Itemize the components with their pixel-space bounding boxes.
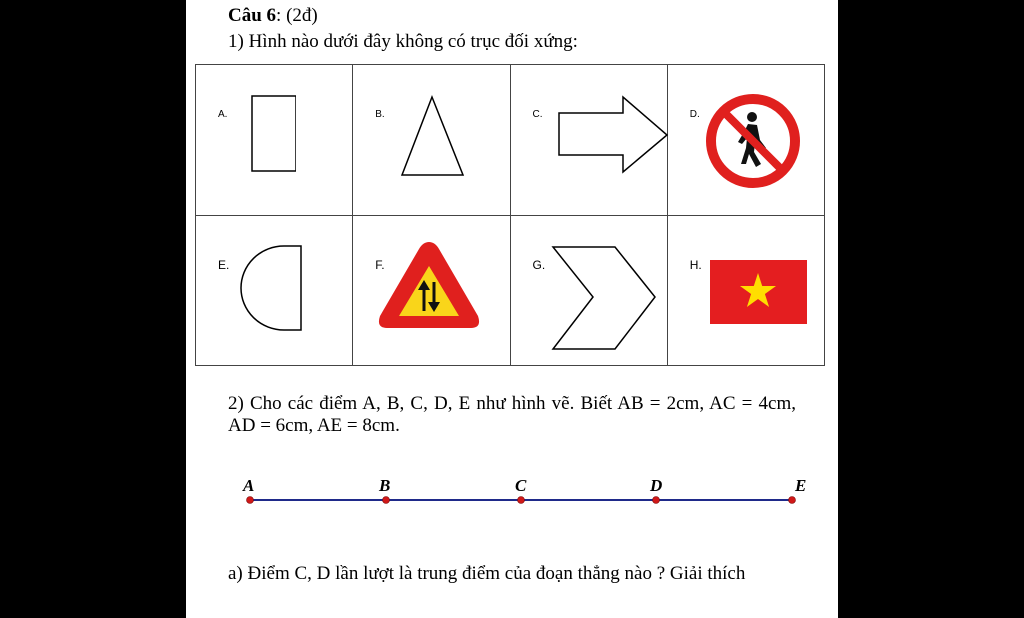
point-c	[518, 497, 525, 504]
point-label-c: C	[515, 476, 527, 495]
vietnam-flag-icon	[710, 260, 808, 326]
triangle-icon	[397, 93, 467, 179]
question-points: : (2đ)	[276, 5, 318, 26]
rectangle-icon	[246, 91, 296, 173]
cell-label-a: A.	[218, 109, 228, 120]
two-way-traffic-sign-icon	[375, 236, 483, 334]
point-label-e: E	[795, 476, 807, 495]
part2-question-a: a) Điểm C, D lần lượt là trung điểm của đoạn thẳng nào ? Giải thích	[228, 563, 746, 584]
point-label-a: A	[243, 476, 255, 495]
point-e	[789, 497, 796, 504]
cell-label-f: F.	[375, 258, 385, 272]
cell-f	[353, 216, 510, 366]
points-line-figure	[238, 470, 818, 515]
cell-label-b: B.	[375, 109, 385, 120]
half-circle-icon	[238, 242, 304, 334]
arrow-right-icon	[555, 93, 671, 175]
cell-e	[196, 216, 353, 366]
cell-label-c: C.	[532, 109, 543, 120]
shapes-grid	[195, 64, 825, 366]
no-pedestrian-sign-icon	[704, 92, 802, 190]
point-d	[653, 497, 660, 504]
cell-label-h: H.	[689, 258, 702, 272]
cell-label-d: D.	[689, 109, 700, 120]
cell-a	[196, 65, 353, 216]
point-b	[383, 497, 390, 504]
cell-g	[510, 216, 667, 366]
cell-label-e: E.	[218, 258, 230, 272]
point-label-b: B	[379, 476, 391, 495]
cell-b	[353, 65, 510, 216]
question-title	[228, 5, 318, 27]
cell-d	[667, 65, 824, 216]
point-label-d: D	[650, 476, 663, 495]
document-page	[186, 0, 838, 618]
chevron-icon	[549, 243, 659, 355]
cell-h	[667, 216, 824, 366]
question-label: Câu 6	[228, 5, 277, 26]
cell-c	[510, 65, 667, 216]
cell-label-g: G.	[532, 258, 546, 272]
part1-prompt: 1) Hình nào dưới đây không có trục đối xứng:	[228, 31, 578, 52]
point-a	[247, 497, 254, 504]
part2-prompt: 2) Cho các điểm A, B, C, D, E như hình vẽ. Biết AB = 2cm, AC = 4cm, AD = 6cm, AE = 8cm.	[228, 393, 796, 436]
